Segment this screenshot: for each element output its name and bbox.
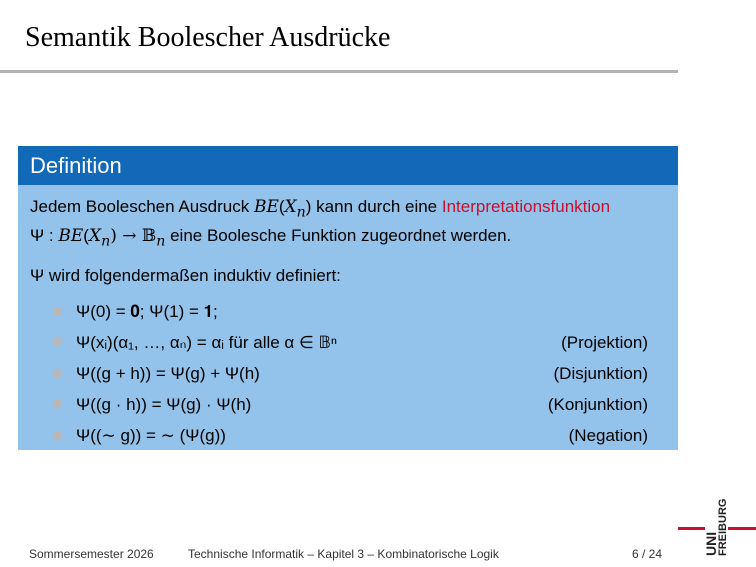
definition-body [18, 185, 678, 450]
math-run: X [284, 197, 297, 217]
definition-header: Definition [18, 146, 678, 185]
bullet-square-icon [54, 431, 62, 439]
item-formula: Ψ(0) = 𝟎; Ψ(1) = 𝟏; [76, 301, 218, 321]
definition-paragraph-2: Ψ wird folgendermaßen induktiv definiert: [30, 265, 341, 285]
logo-accent-bar-right [728, 527, 756, 530]
math-run: BE [58, 226, 84, 247]
list-item [30, 296, 666, 327]
logo-accent-bar-left [678, 527, 705, 530]
item-tag: (Negation) [568, 425, 648, 445]
university-logo [678, 478, 756, 558]
bullet-square-icon [54, 400, 62, 408]
math-run: ) → 𝔹 [110, 226, 157, 247]
bullet-square-icon [54, 307, 62, 315]
text-run: ( [83, 226, 89, 246]
item-tag: (Konjunktion) [547, 394, 648, 414]
footer-course: Technische Informatik – Kapitel 3 – Kombinatorische Logik [188, 547, 499, 561]
math-run: X [88, 226, 102, 247]
logo-text-uni: UNI [703, 531, 719, 556]
list-item [30, 389, 666, 420]
math-run: BE [253, 197, 279, 217]
title-rule [0, 70, 678, 73]
item-formula: Ψ(xᵢ)(α₁, …, αₙ) = αᵢ für alle α ∈ 𝔹ⁿ [76, 332, 338, 352]
text-run: Jedem Booleschen Ausdruck [30, 197, 254, 216]
bullet-square-icon [54, 338, 62, 346]
math-subscript: n [156, 233, 166, 250]
item-formula: Ψ((g · h)) = Ψ(g) · Ψ(h) [76, 394, 252, 414]
item-formula: Ψ((∼ g)) = ∼ (Ψ(g)) [76, 425, 226, 445]
slide-title: Semantik Boolescher Ausdrücke [25, 22, 391, 53]
list-item [30, 327, 666, 358]
bullet-square-icon [54, 369, 62, 377]
text-run: ) kann durch eine [305, 197, 442, 216]
item-formula: Ψ((g + h)) = Ψ(g) + Ψ(h) [76, 363, 260, 383]
footer-page-number: 6 / 24 [632, 547, 663, 561]
definition-paragraph-1 [30, 195, 666, 254]
math-subscript: n [101, 233, 111, 250]
text-run: eine Boolesche Funktion zugeordnet werden. [165, 226, 512, 246]
definition-list [30, 296, 666, 451]
text-run: Ψ : [30, 226, 59, 246]
list-item [30, 358, 666, 389]
logo-text-freiburg: FREIBURG [717, 498, 729, 556]
highlighted-term: Interpretationsfunktion [441, 197, 611, 216]
text-run: ( [278, 197, 285, 216]
math-subscript: n [296, 204, 306, 221]
list-item [30, 420, 666, 451]
item-tag: (Disjunktion) [553, 363, 648, 383]
footer-semester: Sommersemester 2026 [29, 547, 154, 561]
item-tag: (Projektion) [561, 332, 648, 352]
